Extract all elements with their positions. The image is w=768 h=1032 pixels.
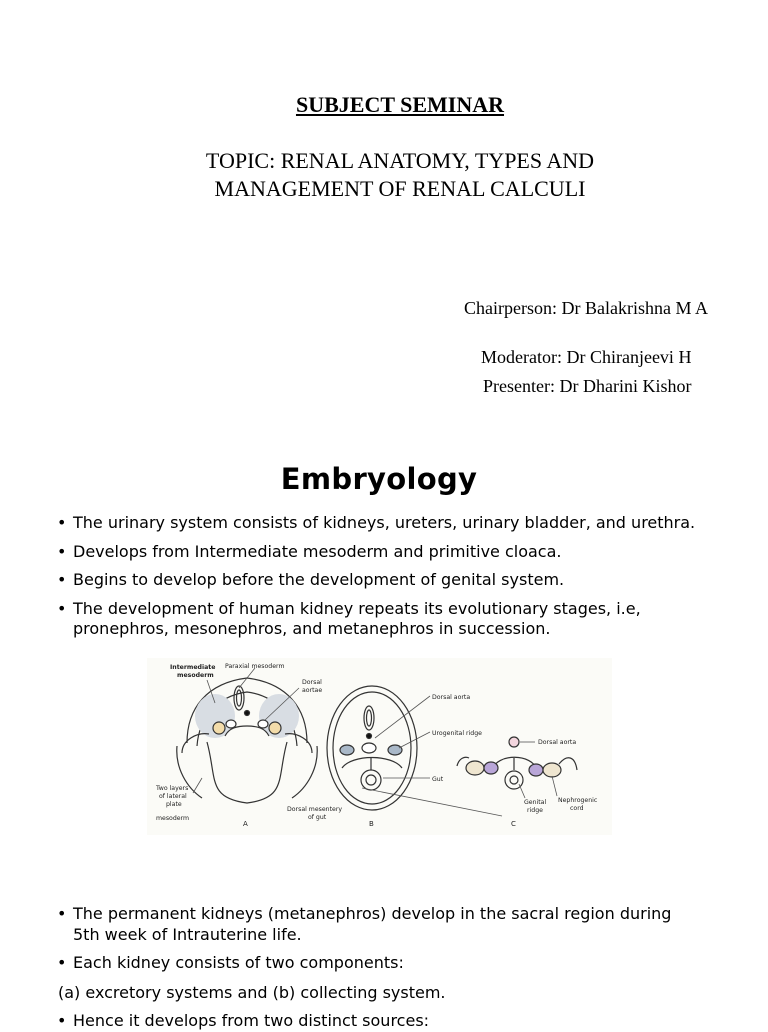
label-gut: Gut <box>432 776 444 783</box>
bullet-dot: • <box>57 541 67 561</box>
bullet-dot: • <box>57 513 67 532</box>
label-panel-a: A <box>243 820 248 828</box>
panel-b-cross-section <box>327 686 417 810</box>
list-item: • The permanent kidneys (metanephros) develop in the sacral region during 5th week of Intrauterine life. <box>57 904 672 944</box>
list-item: • Each kidney consists of two components: <box>57 953 404 972</box>
label-genital-ridge-2: ridge <box>527 807 543 814</box>
list-item: • The urinary system consists of kidneys, ureters, urinary bladder, and urethra. <box>57 513 696 532</box>
label-paraxial-mesoderm: Paraxial mesoderm <box>225 663 285 670</box>
development-bullet-list-tail <box>57 1011 747 1032</box>
label-two-layers: Two layers <box>156 785 189 792</box>
topic-title <box>0 147 768 203</box>
components-line: (a) excretory systems and (b) collecting system. <box>58 983 446 1002</box>
bullet-dot: • <box>57 1011 67 1030</box>
bullet-dot: • <box>57 570 67 589</box>
bullet-dot: • <box>57 953 67 972</box>
label-two-layers-4: mesoderm <box>156 815 190 822</box>
label-genital-ridge: Genital <box>524 799 547 806</box>
topic-line-2: MANAGEMENT OF RENAL CALCULI <box>214 176 586 201</box>
label-urogenital-ridge: Urogenital ridge <box>432 730 482 737</box>
list-item: • Hence it develops from two distinct sources: <box>57 1011 430 1030</box>
label-dorsal-aortae-2: aortae <box>302 687 323 694</box>
bullet-dot: • <box>57 904 67 923</box>
presenter: Presenter: Dr Dharini Kishor <box>483 376 692 396</box>
kidney-development-diagram <box>147 658 612 835</box>
embryology-bullet-list <box>57 513 747 640</box>
label-dorsal-aorta-c: Dorsal aorta <box>538 739 577 746</box>
label-nephrogenic-cord: Nephrogenic <box>558 797 598 804</box>
label-dorsal-aortae: Dorsal <box>302 679 322 686</box>
label-dorsal-mesentery-2: of gut <box>308 814 327 821</box>
label-two-layers-3: plate <box>166 801 182 808</box>
label-dorsal-mesentery: Dorsal mesentery <box>287 806 343 813</box>
label-intermediate-mesoderm: Intermediate <box>170 664 216 671</box>
moderator: Moderator: Dr Chiranjeevi H <box>481 347 692 367</box>
list-item: • The development of human kidney repeats its evolutionary stages, i.e, pronephros, mesonephros, and metanephros in succession. <box>57 598 641 638</box>
embryology-heading: Embryology <box>280 462 478 496</box>
list-item: • Develops from Intermediate mesoderm and primitive cloaca. <box>57 541 562 561</box>
chairperson: Chairperson: Dr Balakrishna M A <box>464 298 708 318</box>
bullet-dot: • <box>57 598 67 618</box>
development-bullet-list <box>57 904 717 974</box>
label-intermediate-mesoderm-2: mesoderm <box>177 672 214 679</box>
seminar-title: SUBJECT SEMINAR <box>295 92 505 117</box>
topic-line-1: TOPIC: RENAL ANATOMY, TYPES AND <box>205 148 595 173</box>
label-panel-b: B <box>369 820 374 828</box>
list-item: • Begins to develop before the development of genital system. <box>57 570 565 589</box>
label-panel-c: C <box>511 820 516 828</box>
label-dorsal-aorta-b: Dorsal aorta <box>432 694 471 701</box>
label-nephrogenic-cord-2: cord <box>570 805 584 812</box>
label-two-layers-2: of lateral <box>159 793 187 800</box>
label-leader-lines <box>193 668 557 816</box>
